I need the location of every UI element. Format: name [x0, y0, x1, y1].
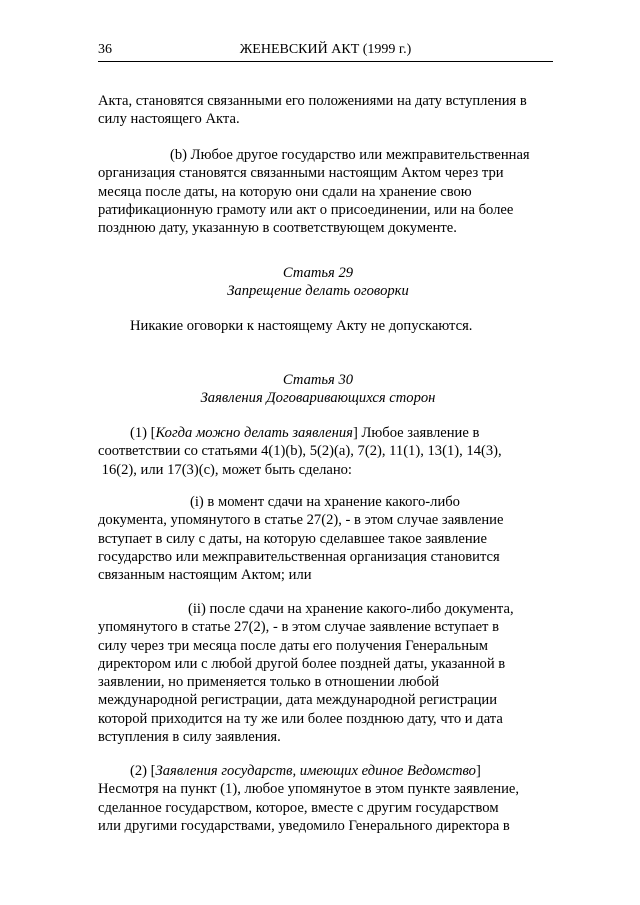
running-title: ЖЕНЕВСКИЙ АКТ (1999 г.): [239, 42, 412, 57]
paragraph: [98, 424, 538, 479]
paragraph: [98, 762, 538, 835]
paragraph: [98, 493, 538, 584]
page-number: 36: [98, 42, 112, 57]
paragraph: [98, 600, 538, 746]
text-line: 16(2), или 17(3)(c), может быть сделано:: [98, 461, 352, 478]
text-span: ] Любое заявление в: [352, 425, 480, 441]
page-header: [98, 42, 553, 62]
text-line: которой приходится на ту же или более позднюю дату, что и дата: [98, 710, 503, 727]
text-line: сделанное государством, которое, вместе с другим государством: [98, 799, 499, 816]
text-line: [98, 762, 538, 780]
article-heading: Статья 30: [282, 372, 354, 388]
text-line: Несмотря на пункт (1), любое упомянутое в этом пункте заявление,: [98, 781, 520, 798]
italic-heading: Когда можно делать заявления: [155, 425, 353, 441]
text-line: (ii) после сдачи на хранение какого-либо документа,: [188, 601, 514, 617]
text-line: соответствии со статьями 4(1)(b), 5(2)(a), 7(2), 11(1), 13(1), 14(3),: [98, 443, 502, 460]
article-title: Заявления Договаривающихся сторон: [200, 390, 436, 406]
text-line: силу настоящего Акта.: [98, 111, 240, 128]
text-line: вступает в силу с даты, на которую сделавшее такое заявление: [98, 530, 487, 547]
text-line: (i) в момент сдачи на хранение какого-либо: [190, 494, 460, 510]
text-span: (1) [: [130, 425, 156, 441]
text-line: упомянутого в статье 27(2), - в этом случае заявление вступает в: [98, 619, 499, 636]
paragraph: [98, 146, 538, 237]
text-line: организация становятся связанными настоящим Актом через три: [98, 165, 504, 182]
paragraph: [98, 317, 538, 335]
text-span: (2) [: [130, 763, 156, 779]
text-line: государство или межправительственная организация становится: [98, 548, 500, 565]
text-line: директором или с любой другой более поздней даты, указанной в: [98, 655, 506, 672]
italic-heading: Заявления государств, имеющих единое Ведомство: [155, 763, 476, 779]
text-line: вступления в силу заявления.: [98, 729, 281, 746]
text-line: документа, упомянутого в статье 27(2), - в этом случае заявление: [98, 512, 504, 529]
text-line: международной регистрации, дата международной регистрации: [98, 692, 498, 709]
text-line: ратификационную грамоту или акт о присоединении, или на более: [98, 201, 514, 218]
text-line: Акта, становятся связанными его положениями на дату вступления в: [98, 93, 527, 109]
text-line: [98, 424, 538, 442]
text-line: (b) Любое другое государство или межправительственная: [170, 147, 530, 163]
text-line: позднюю дату, указанную в соответствующем документе.: [98, 220, 457, 237]
text-line: связанным настоящим Актом; или: [98, 567, 312, 584]
paragraph: [98, 92, 538, 129]
article-heading: Статья 29: [282, 265, 354, 281]
text-span: ]: [475, 763, 481, 779]
text-line: силу через три месяца после даты его получения Генеральным: [98, 637, 489, 654]
text-line: месяца после даты, на которую они сдали на хранение свою: [98, 183, 472, 200]
text-line: Никакие оговорки к настоящему Акту не допускаются.: [130, 318, 473, 334]
article-title: Запрещение делать оговорки: [227, 283, 409, 299]
text-line: заявлении, но применяется только в отношении любой: [98, 674, 440, 691]
text-line: или другими государствами, уведомило Генерального директора в: [98, 817, 510, 834]
